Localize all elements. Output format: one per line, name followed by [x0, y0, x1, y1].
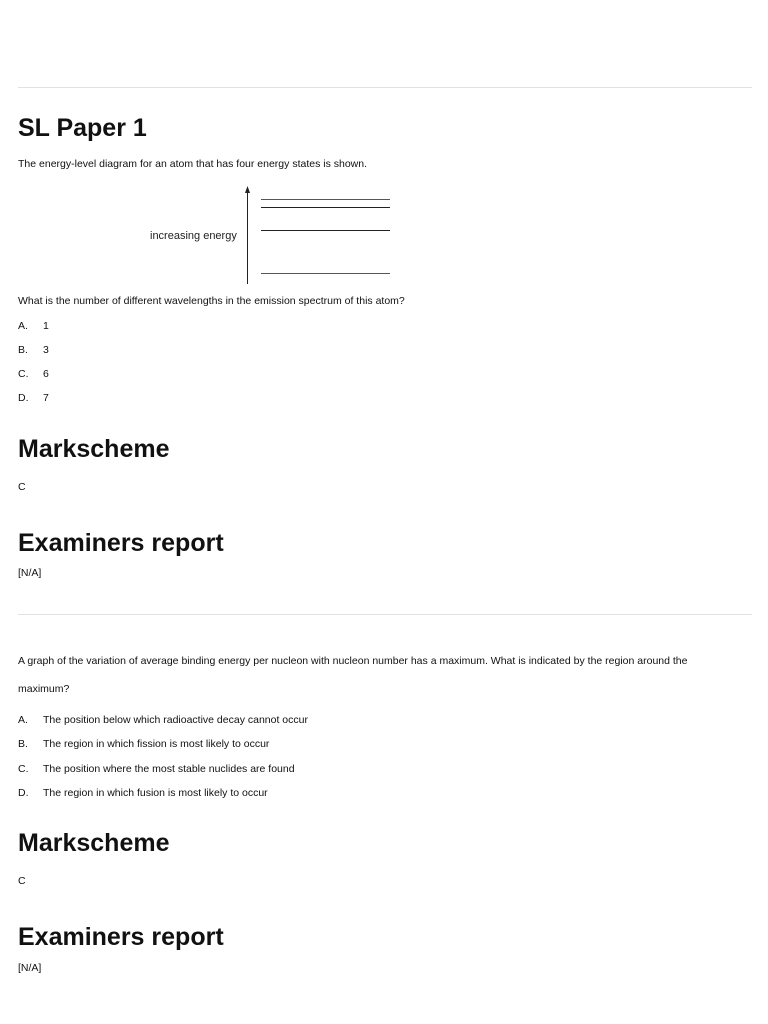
q1-option-b	[18, 343, 49, 357]
q2-option-d	[18, 786, 268, 800]
top-divider	[18, 87, 752, 88]
option-letter: D.	[18, 787, 29, 799]
option-letter: C.	[18, 763, 29, 775]
option-text: 1	[43, 320, 49, 332]
question-divider	[18, 614, 752, 615]
q2-markscheme-heading: Markscheme	[18, 829, 170, 857]
option-letter: B.	[18, 344, 28, 356]
q1-question: What is the number of different wavelengths in the emission spectrum of this atom?	[18, 295, 405, 307]
energy-level-diagram	[140, 184, 400, 288]
option-letter: A.	[18, 320, 28, 332]
q1-option-a	[18, 319, 49, 333]
q2-examiners-report: [N/A]	[18, 962, 42, 974]
q1-examiners-heading: Examiners report	[18, 529, 224, 557]
q1-markscheme-heading: Markscheme	[18, 435, 170, 463]
q1-option-d	[18, 391, 49, 405]
option-text: The position below which radioactive decay cannot occur	[43, 714, 308, 726]
q1-option-c	[18, 367, 49, 381]
option-letter: C.	[18, 368, 29, 380]
energy-axis-arrowhead	[245, 186, 250, 193]
q2-option-b	[18, 737, 269, 751]
q2-stem-line-1: A graph of the variation of average binding energy per nucleon with nucleon number has a maximum. What is indicated by the region around the	[18, 655, 688, 667]
q2-stem-line-2: maximum?	[18, 683, 70, 695]
q1-stem: The energy-level diagram for an atom that has four energy states is shown.	[18, 158, 368, 170]
q2-examiners-heading: Examiners report	[18, 923, 224, 951]
option-text: 3	[43, 344, 49, 356]
option-text: 6	[43, 368, 49, 380]
option-text: The region in which fusion is most likely to occur	[43, 787, 268, 799]
option-letter: D.	[18, 392, 29, 404]
option-letter: A.	[18, 714, 28, 726]
q2-option-a	[18, 713, 308, 727]
option-text: 7	[43, 392, 49, 404]
q1-markscheme-answer: C	[18, 481, 26, 493]
q2-markscheme-answer: C	[18, 875, 26, 887]
page-title: SL Paper 1	[18, 114, 147, 142]
option-text: The region in which fission is most likely to occur	[43, 738, 270, 750]
option-text: The position where the most stable nuclides are found	[43, 763, 295, 775]
energy-axis-label: increasing energy	[150, 230, 237, 242]
q1-examiners-report: [N/A]	[18, 567, 42, 579]
q2-option-c	[18, 762, 295, 776]
option-letter: B.	[18, 738, 28, 750]
